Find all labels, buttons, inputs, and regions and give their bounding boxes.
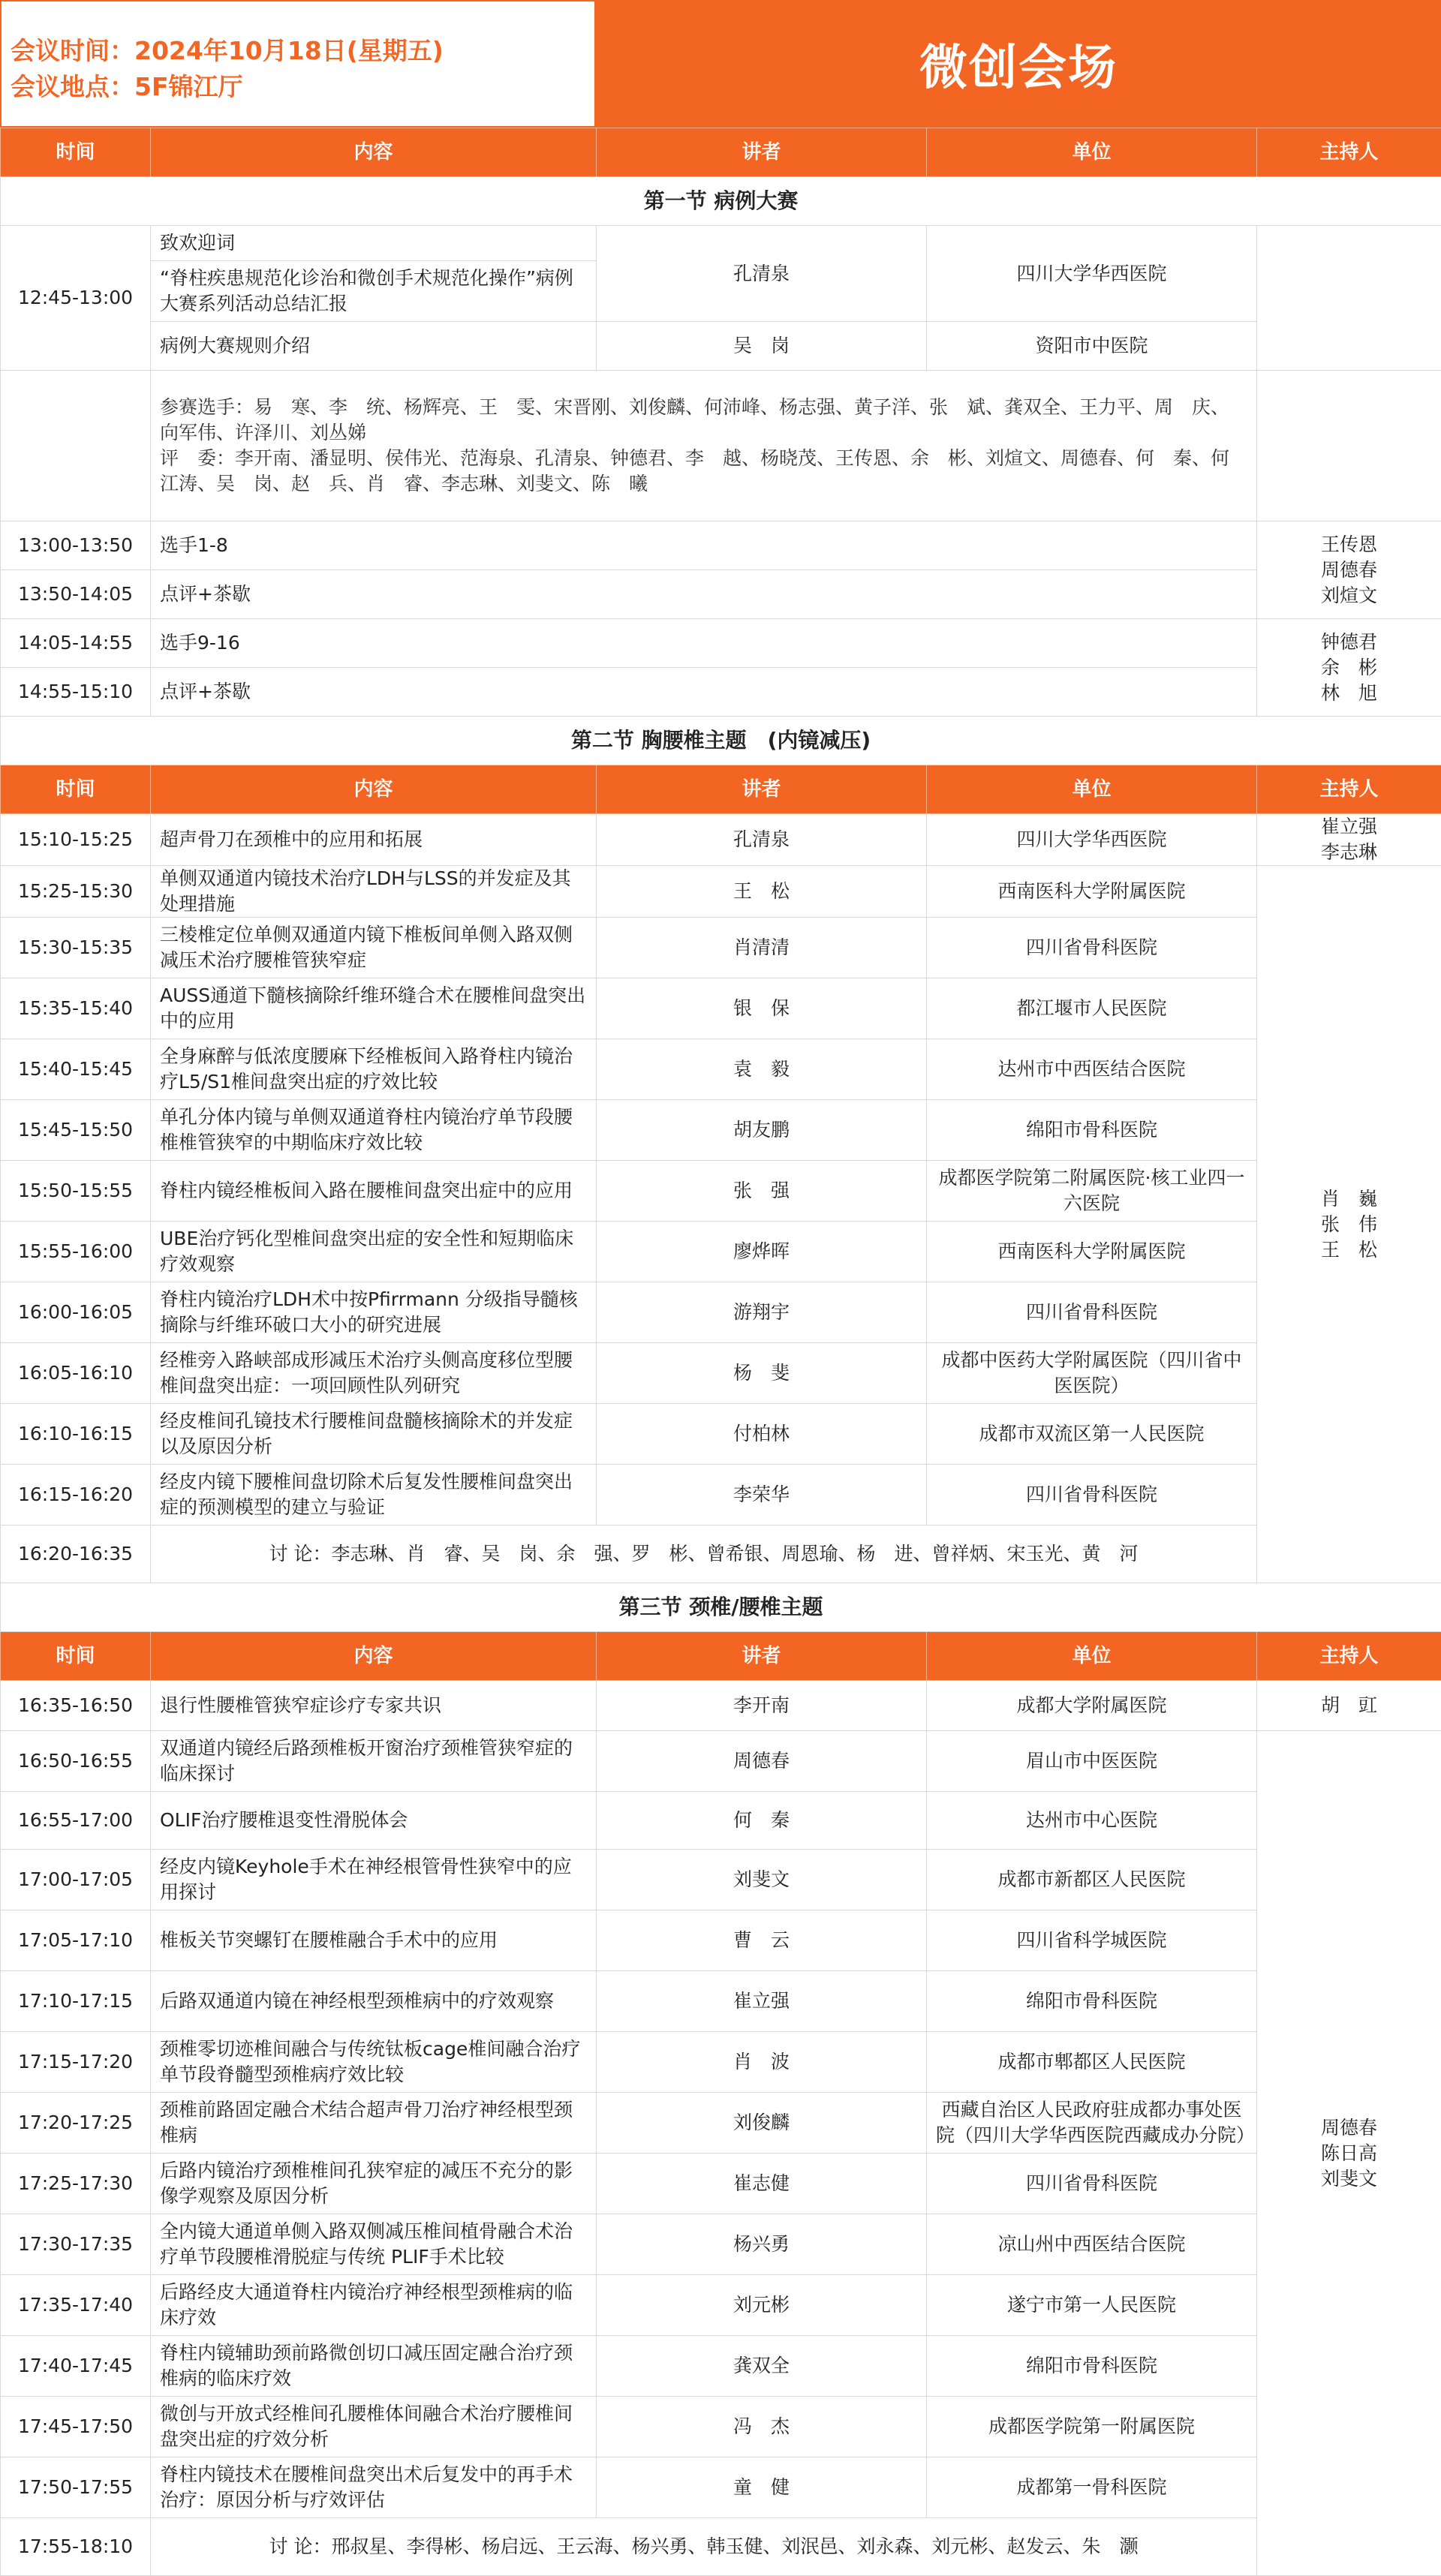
table-row [1,1465,1441,1525]
column-header-row [1,765,1441,814]
content-cell: 微创与开放式经椎间孔腰椎体间融合术治疗腰椎间盘突出症的疗效分析 [151,2397,597,2457]
speaker-cell: 何 秦 [597,1792,927,1850]
discussion-row [1,1525,1441,1583]
speaker-cell: 付柏林 [597,1404,927,1465]
table-row [1,1222,1441,1282]
col-header-speaker: 讲者 [597,128,927,177]
table-row [1,619,1441,668]
time-cell: 17:25-17:30 [1,2154,151,2214]
speaker-cell: 孔清泉 [597,814,927,866]
content-cell: 单孔分体内镜与单侧双通道脊柱内镜治疗单节段腰椎椎管狭窄的中期临床疗效比较 [151,1100,597,1161]
col-header-time: 时间 [1,765,151,814]
table-row [1,1792,1441,1850]
host-cell [1257,371,1441,522]
unit-cell: 绵阳市骨科医院 [927,2336,1257,2397]
col-header-host: 主持人 [1257,1632,1441,1681]
speaker-cell: 童 健 [597,2457,927,2518]
unit-cell: 四川省骨科医院 [927,918,1257,978]
speaker-cell: 曹 云 [597,1910,927,1971]
host-name: 刘煊文 [1266,583,1432,609]
column-header-row [1,128,1441,177]
content-cell: 双通道内镜经后路颈椎板开窗治疗颈椎管狭窄症的临床探讨 [151,1731,597,1792]
table-row [1,1681,1441,1731]
table-row [1,1850,1441,1910]
unit-cell: 眉山市中医医院 [927,1731,1257,1792]
content-cell: 颈椎零切迹椎间融合与传统钛板cage椎间融合治疗单节段脊髓型颈椎病疗效比较 [151,2032,597,2093]
schedule-body [1,128,1441,2576]
content-cell: 脊柱内镜技术在腰椎间盘突出术后复发中的再手术治疗：原因分析与疗效评估 [151,2457,597,2518]
content-cell: 退行性腰椎管狭窄症诊疗专家共识 [151,1681,597,1731]
unit-cell: 绵阳市骨科医院 [927,1971,1257,2032]
table-row [1,1039,1441,1100]
table-row [1,570,1441,619]
unit-cell: 四川大学华西医院 [927,814,1257,866]
speaker-cell: 李荣华 [597,1465,927,1525]
time-cell: 17:20-17:25 [1,2093,151,2154]
speaker-cell: 冯 杰 [597,2397,927,2457]
unit-cell: 西藏自治区人民政府驻成都办事处医院（四川大学华西医院西藏成办分院） [927,2093,1257,2154]
table-row [1,2275,1441,2336]
time-cell: 15:10-15:25 [1,814,151,866]
time-cell: 17:10-17:15 [1,1971,151,2032]
content-cell: 致欢迎词 [151,226,597,261]
table-row [1,866,1441,918]
table-row [1,1971,1441,2032]
time-cell: 16:55-17:00 [1,1792,151,1850]
time-cell: 14:55-15:10 [1,668,151,717]
discussion-cell: 讨 论：李志琳、肖 睿、吴 岗、余 强、罗 彬、曾希银、周恩瑜、杨 进、曾祥炳、宋玉光、黄 河 [151,1525,1257,1583]
participants-cell [151,371,1257,522]
table-row [1,2457,1441,2518]
table-row [1,814,1441,866]
content-cell: UBE治疗钙化型椎间盘突出症的安全性和短期临床疗效观察 [151,1222,597,1282]
host-cell [1257,866,1441,1583]
table-row [1,2336,1441,2397]
host-cell [1257,814,1441,866]
section-title: 第二节 胸腰椎主题 (内镜减压) [1,717,1441,765]
meeting-time: 会议时间：2024年10月18日(星期五) [11,32,444,67]
table-row [1,2214,1441,2275]
content-cell: 后路经皮大通道脊柱内镜治疗神经根型颈椎病的临床疗效 [151,2275,597,2336]
col-header-time: 时间 [1,128,151,177]
table-row [1,2032,1441,2093]
table-row [1,1731,1441,1792]
host-name: 刘斐文 [1266,2166,1432,2192]
time-cell: 16:35-16:50 [1,1681,151,1731]
speaker-cell: 孔清泉 [597,226,927,322]
content-cell: 点评+茶歇 [151,570,1257,619]
content-cell: AUSS通道下髓核摘除纤维环缝合术在腰椎间盘突出中的应用 [151,978,597,1039]
contestants-list: 参赛选手：易 寒、李 统、杨辉亮、王 雯、宋晋刚、刘俊麟、何沛峰、杨志强、黄子洋、张 斌、龚双全、王力平、周 庆、向军伟、许泽川、刘丛娣 [160,395,1247,446]
host-name: 林 旭 [1266,681,1432,706]
speaker-cell: 廖烨晖 [597,1222,927,1282]
section-title: 第一节 病例大赛 [1,177,1441,226]
table-row [1,1343,1441,1404]
table-row [1,1910,1441,1971]
time-cell: 16:00-16:05 [1,1282,151,1343]
content-cell: 脊柱内镜辅助颈前路微创切口减压固定融合治疗颈椎病的临床疗效 [151,2336,597,2397]
unit-cell: 四川大学华西医院 [927,226,1257,322]
table-row [1,1282,1441,1343]
content-cell: 后路双通道内镜在神经根型颈椎病中的疗效观察 [151,1971,597,2032]
time-cell: 17:15-17:20 [1,2032,151,2093]
speaker-cell: 崔志健 [597,2154,927,2214]
time-cell: 17:00-17:05 [1,1850,151,1910]
col-header-speaker: 讲者 [597,765,927,814]
host-name: 王 松 [1266,1237,1432,1263]
speaker-cell: 袁 毅 [597,1039,927,1100]
content-cell: “脊柱疾患规范化诊治和微创手术规范化操作”病例大赛系列活动总结汇报 [151,261,597,322]
unit-cell: 成都市郫都区人民医院 [927,2032,1257,2093]
table-row [1,1161,1441,1222]
speaker-cell: 游翔宇 [597,1282,927,1343]
venue-title: 微创会场 [596,0,1441,128]
meeting-place: 会议地点：5F锦江厅 [11,68,243,103]
content-cell: 选手1-8 [151,522,1257,570]
unit-cell: 资阳市中医院 [927,322,1257,371]
unit-cell: 成都市双流区第一人民医院 [927,1404,1257,1465]
host-name: 崔立强 [1266,814,1432,840]
time-cell: 16:50-16:55 [1,1731,151,1792]
time-cell: 15:50-15:55 [1,1161,151,1222]
schedule-table [0,128,1441,2576]
section-title-row [1,717,1441,765]
time-cell: 15:35-15:40 [1,978,151,1039]
section-title-row [1,1583,1441,1632]
content-cell: 点评+茶歇 [151,668,1257,717]
content-cell: 脊柱内镜经椎板间入路在腰椎间盘突出症中的应用 [151,1161,597,1222]
discussion-row [1,2518,1441,2576]
content-cell: 全身麻醉与低浓度腰麻下经椎板间入路脊柱内镜治疗L5/S1椎间盘突出症的疗效比较 [151,1039,597,1100]
time-cell: 17:35-17:40 [1,2275,151,2336]
unit-cell: 四川省骨科医院 [927,2154,1257,2214]
content-cell: 经皮椎间孔镜技术行腰椎间盘髓核摘除术的并发症以及原因分析 [151,1404,597,1465]
table-row [1,1404,1441,1465]
time-cell: 16:05-16:10 [1,1343,151,1404]
time-cell: 16:20-16:35 [1,1525,151,1583]
content-cell: 超声骨刀在颈椎中的应用和拓展 [151,814,597,866]
unit-cell: 遂宁市第一人民医院 [927,2275,1257,2336]
host-name: 胡 豇 [1266,1693,1432,1718]
table-row [1,226,1441,261]
col-header-unit: 单位 [927,765,1257,814]
unit-cell: 达州市中西医结合医院 [927,1039,1257,1100]
unit-cell: 达州市中心医院 [927,1792,1257,1850]
unit-cell: 成都第一骨科医院 [927,2457,1257,2518]
content-cell: 后路内镜治疗颈椎椎间孔狭窄症的减压不充分的影像学观察及原因分析 [151,2154,597,2214]
speaker-cell: 张 强 [597,1161,927,1222]
participants-row [1,371,1441,522]
content-cell: 颈椎前路固定融合术结合超声骨刀治疗神经根型颈椎病 [151,2093,597,2154]
speaker-cell: 龚双全 [597,2336,927,2397]
unit-cell: 四川省骨科医院 [927,1465,1257,1525]
time-cell: 13:50-14:05 [1,570,151,619]
speaker-cell: 杨兴勇 [597,2214,927,2275]
unit-cell: 成都医学院第一附属医院 [927,2397,1257,2457]
speaker-cell: 肖清清 [597,918,927,978]
content-cell: 全内镜大通道单侧入路双侧减压椎间植骨融合术治疗单节段腰椎滑脱症与传统 PLIF手术比较 [151,2214,597,2275]
speaker-cell: 银 保 [597,978,927,1039]
speaker-cell: 吴 岗 [597,322,927,371]
speaker-cell: 刘元彬 [597,2275,927,2336]
host-cell [1257,226,1441,371]
judges-list: 评 委：李开南、潘显明、侯伟光、范海泉、孔清泉、钟德君、李 越、杨晓茂、王传恩、余 彬、刘煊文、周德春、何 秦、何江涛、吴 岗、赵 兵、肖 睿、李志琳、刘斐文、陈 曦 [160,446,1247,497]
host-name: 王传恩 [1266,532,1432,558]
table-row [1,2093,1441,2154]
unit-cell: 四川省骨科医院 [927,1282,1257,1343]
speaker-cell: 胡友鹏 [597,1100,927,1161]
speaker-cell: 崔立强 [597,1971,927,2032]
col-header-content: 内容 [151,128,597,177]
time-cell: 16:10-16:15 [1,1404,151,1465]
speaker-cell: 李开南 [597,1681,927,1731]
section-title: 第三节 颈椎/腰椎主题 [1,1583,1441,1632]
host-cell [1257,1731,1441,2576]
host-name: 周德春 [1266,558,1432,583]
unit-cell: 四川省科学城医院 [927,1910,1257,1971]
speaker-cell: 杨 斐 [597,1343,927,1404]
time-cell: 16:15-16:20 [1,1465,151,1525]
host-name: 张 伟 [1266,1212,1432,1237]
speaker-cell: 刘斐文 [597,1850,927,1910]
host-name: 余 彬 [1266,655,1432,681]
host-name: 钟德君 [1266,630,1432,655]
meeting-info [0,0,596,128]
content-cell: 病例大赛规则介绍 [151,322,597,371]
table-row [1,1100,1441,1161]
table-row [1,2397,1441,2457]
section-title-row [1,177,1441,226]
col-header-content: 内容 [151,765,597,814]
table-row [1,2154,1441,2214]
time-cell: 15:30-15:35 [1,918,151,978]
speaker-cell: 周德春 [597,1731,927,1792]
table-row [1,918,1441,978]
content-cell: 椎板关节突螺钉在腰椎融合手术中的应用 [151,1910,597,1971]
unit-cell: 成都市新都区人民医院 [927,1850,1257,1910]
time-cell: 17:45-17:50 [1,2397,151,2457]
table-row [1,978,1441,1039]
col-header-unit: 单位 [927,1632,1257,1681]
col-header-unit: 单位 [927,128,1257,177]
col-header-host: 主持人 [1257,128,1441,177]
table-row [1,668,1441,717]
host-name: 陈日高 [1266,2141,1432,2166]
content-cell: 脊柱内镜治疗LDH术中按Pfirrmann 分级指导髓核摘除与纤维环破口大小的研究进展 [151,1282,597,1343]
content-cell: 经皮内镜Keyhole手术在神经根管骨性狭窄中的应用探讨 [151,1850,597,1910]
content-cell: 选手9-16 [151,619,1257,668]
time-cell: 15:45-15:50 [1,1100,151,1161]
unit-cell: 凉山州中西医结合医院 [927,2214,1257,2275]
time-cell: 17:40-17:45 [1,2336,151,2397]
host-cell [1257,619,1441,717]
table-row [1,522,1441,570]
time-cell: 17:05-17:10 [1,1910,151,1971]
speaker-cell: 刘俊麟 [597,2093,927,2154]
content-cell: 单侧双通道内镜技术治疗LDH与LSS的并发症及其处理措施 [151,866,597,918]
content-cell: 经皮内镜下腰椎间盘切除术后复发性腰椎间盘突出症的预测模型的建立与验证 [151,1465,597,1525]
content-cell: OLIF治疗腰椎退变性滑脱体会 [151,1792,597,1850]
time-cell: 15:55-16:00 [1,1222,151,1282]
speaker-cell: 王 松 [597,866,927,918]
host-name: 周德春 [1266,2115,1432,2141]
time-cell: 15:40-15:45 [1,1039,151,1100]
time-cell: 17:55-18:10 [1,2518,151,2576]
unit-cell: 绵阳市骨科医院 [927,1100,1257,1161]
unit-cell: 成都大学附属医院 [927,1681,1257,1731]
unit-cell: 都江堰市人民医院 [927,978,1257,1039]
time-cell: 17:30-17:35 [1,2214,151,2275]
content-cell: 经椎旁入路峡部成形减压术治疗头侧高度移位型腰椎间盘突出症：一项回顾性队列研究 [151,1343,597,1404]
time-cell: 15:25-15:30 [1,866,151,918]
discussion-cell: 讨 论：邢叔星、李得彬、杨启远、王云海、杨兴勇、韩玉健、刘泯邑、刘永森、刘元彬、赵发云、朱 灏 [151,2518,1257,2576]
time-cell: 17:50-17:55 [1,2457,151,2518]
col-header-time: 时间 [1,1632,151,1681]
col-header-host: 主持人 [1257,765,1441,814]
time-cell [1,371,151,522]
table-row [1,322,1441,371]
unit-cell: 成都中医药大学附属医院（四川省中医医院） [927,1343,1257,1404]
host-name: 肖 巍 [1266,1186,1432,1212]
unit-cell: 西南医科大学附属医院 [927,1222,1257,1282]
host-cell [1257,522,1441,619]
speaker-cell: 肖 波 [597,2032,927,2093]
time-cell: 12:45-13:00 [1,226,151,371]
time-cell: 13:00-13:50 [1,522,151,570]
unit-cell: 成都医学院第二附属医院·核工业四一六医院 [927,1161,1257,1222]
host-cell [1257,1681,1441,1731]
unit-cell: 西南医科大学附属医院 [927,866,1257,918]
column-header-row [1,1632,1441,1681]
content-cell: 三棱椎定位单侧双通道内镜下椎板间单侧入路双侧减压术治疗腰椎管狭窄症 [151,918,597,978]
col-header-content: 内容 [151,1632,597,1681]
time-cell: 14:05-14:55 [1,619,151,668]
host-name: 李志琳 [1266,840,1432,865]
col-header-speaker: 讲者 [597,1632,927,1681]
